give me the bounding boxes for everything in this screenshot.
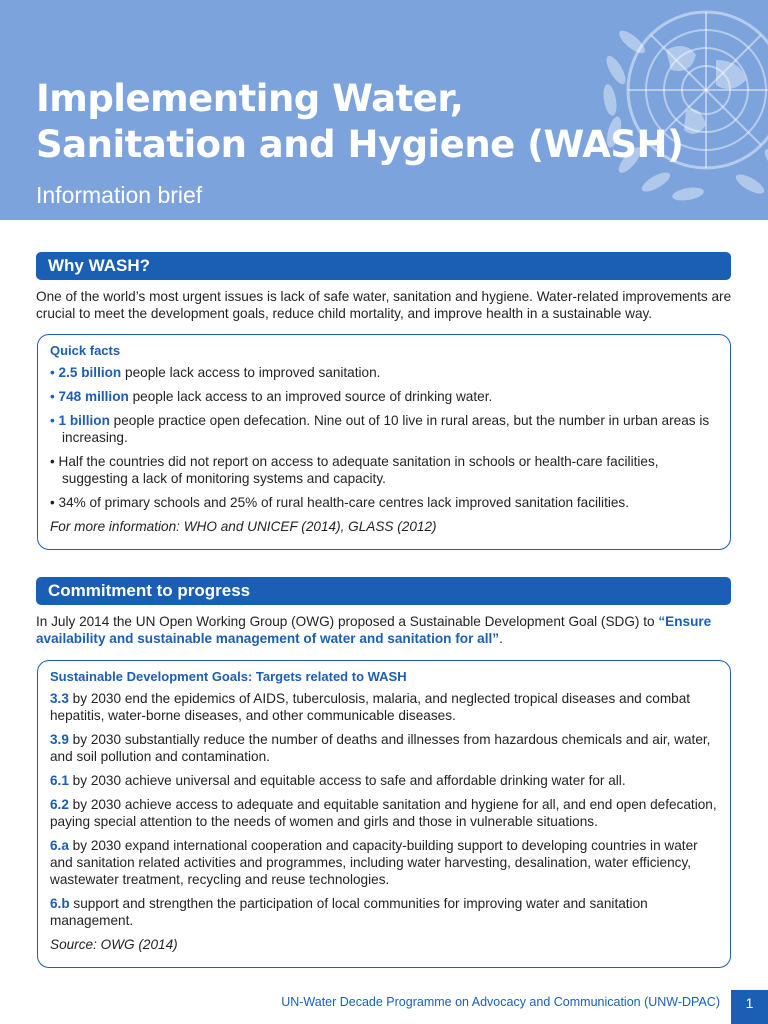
page-number: 1 [731, 990, 768, 1024]
header-banner [0, 0, 768, 220]
target-text: by 2030 expand international cooperation and capacity-building support to developing countries in water and sanitation related activities and programmes, including water harvesting, desalination, water efficiency, wastewater treatment, recycling and reuse technologies. [50, 838, 698, 887]
target-code: 3.9 [50, 732, 69, 747]
target-item [50, 772, 718, 789]
commitment-intro-end: . [499, 631, 503, 646]
section-heading-commitment: Commitment to progress [36, 577, 731, 605]
target-code: 3.3 [50, 691, 69, 706]
bullet-icon: • [50, 389, 55, 404]
fact-item [50, 494, 718, 511]
target-text: by 2030 achieve access to adequate and equitable sanitation and hygiene for all, and end open defecation, paying special attention to the needs of women and girls and those in vulnerable situations. [50, 797, 717, 829]
bullet-icon: • [50, 365, 55, 380]
bullet-icon: • [50, 454, 55, 469]
target-text: by 2030 achieve universal and equitable access to safe and affordable drinking water for all. [68, 773, 626, 788]
quick-facts-box [37, 334, 731, 550]
page-title [36, 76, 683, 168]
target-text: support and strengthen the participation of local communities for improving water and sanitation management. [50, 896, 648, 928]
fact-item [50, 412, 718, 446]
title-line-2: Sanitation and Hygiene (WASH) [36, 123, 684, 166]
target-text: by 2030 substantially reduce the number of deaths and illnesses from hazardous chemicals and air, water, and soil pollution and contamination. [50, 732, 711, 764]
fact-item [50, 388, 718, 405]
section-heading-why-wash: Why WASH? [36, 252, 731, 280]
target-item [50, 796, 718, 830]
target-code: 6.2 [50, 797, 69, 812]
fact-text: people lack access to an improved source of drinking water. [128, 389, 493, 404]
commitment-intro-text: In July 2014 the UN Open Working Group (OWG) proposed a Sustainable Development Goal (SDG) to [36, 614, 659, 629]
target-code: 6.b [50, 896, 70, 911]
target-text: by 2030 end the epidemics of AIDS, tuberculosis, malaria, and neglected tropical diseases and combat hepatitis, water-borne diseases, and other communicable diseases. [50, 691, 691, 723]
targets-source: Source: OWG (2014) [50, 937, 178, 952]
fact-item [50, 364, 718, 381]
target-item [50, 731, 718, 765]
quick-facts-source: For more information: WHO and UNICEF (2014), GLASS (2012) [50, 519, 437, 534]
commitment-quote: “Ensure availability and sustainable management of water and sanitation for all” [36, 614, 712, 646]
sdg-targets-title: Sustainable Development Goals: Targets related to WASH [50, 669, 407, 684]
fact-text: people lack access to improved sanitation. [121, 365, 381, 380]
why-wash-intro: One of the world’s most urgent issues is lack of safe water, sanitation and hygiene. Water-related improvements are crucial to meet the development goals, reduce child mortality, and improve health in a sustainable way. [36, 289, 732, 321]
target-item [50, 895, 718, 929]
title-line-1: Implementing Water, [36, 77, 464, 120]
fact-text: Half the countries did not report on access to adequate sanitation in schools or health-care facilities, suggesting a lack of monitoring systems and capacity. [58, 454, 659, 486]
fact-text: 34% of primary schools and 25% of rural health-care centres lack improved sanitation facilities. [58, 495, 629, 510]
fact-highlight: 748 million [58, 389, 129, 404]
bullet-icon: • [50, 413, 55, 428]
fact-text: people practice open defecation. Nine out of 10 live in rural areas, but the number in urban areas is increasing. [62, 413, 710, 445]
fact-item [50, 453, 718, 487]
target-item [50, 690, 718, 724]
commitment-intro [36, 613, 732, 647]
target-code: 6.a [50, 838, 69, 853]
page-subtitle: Information brief [36, 182, 203, 208]
bullet-icon: • [50, 495, 55, 510]
target-item [50, 837, 718, 888]
fact-highlight: 1 billion [58, 413, 110, 428]
fact-highlight: 2.5 billion [58, 365, 122, 380]
target-code: 6.1 [50, 773, 69, 788]
sdg-targets-box [37, 660, 731, 968]
footer-text: UN-Water Decade Programme on Advocacy and Communication (UNW-DPAC) [281, 995, 720, 1009]
quick-facts-title: Quick facts [50, 343, 121, 358]
